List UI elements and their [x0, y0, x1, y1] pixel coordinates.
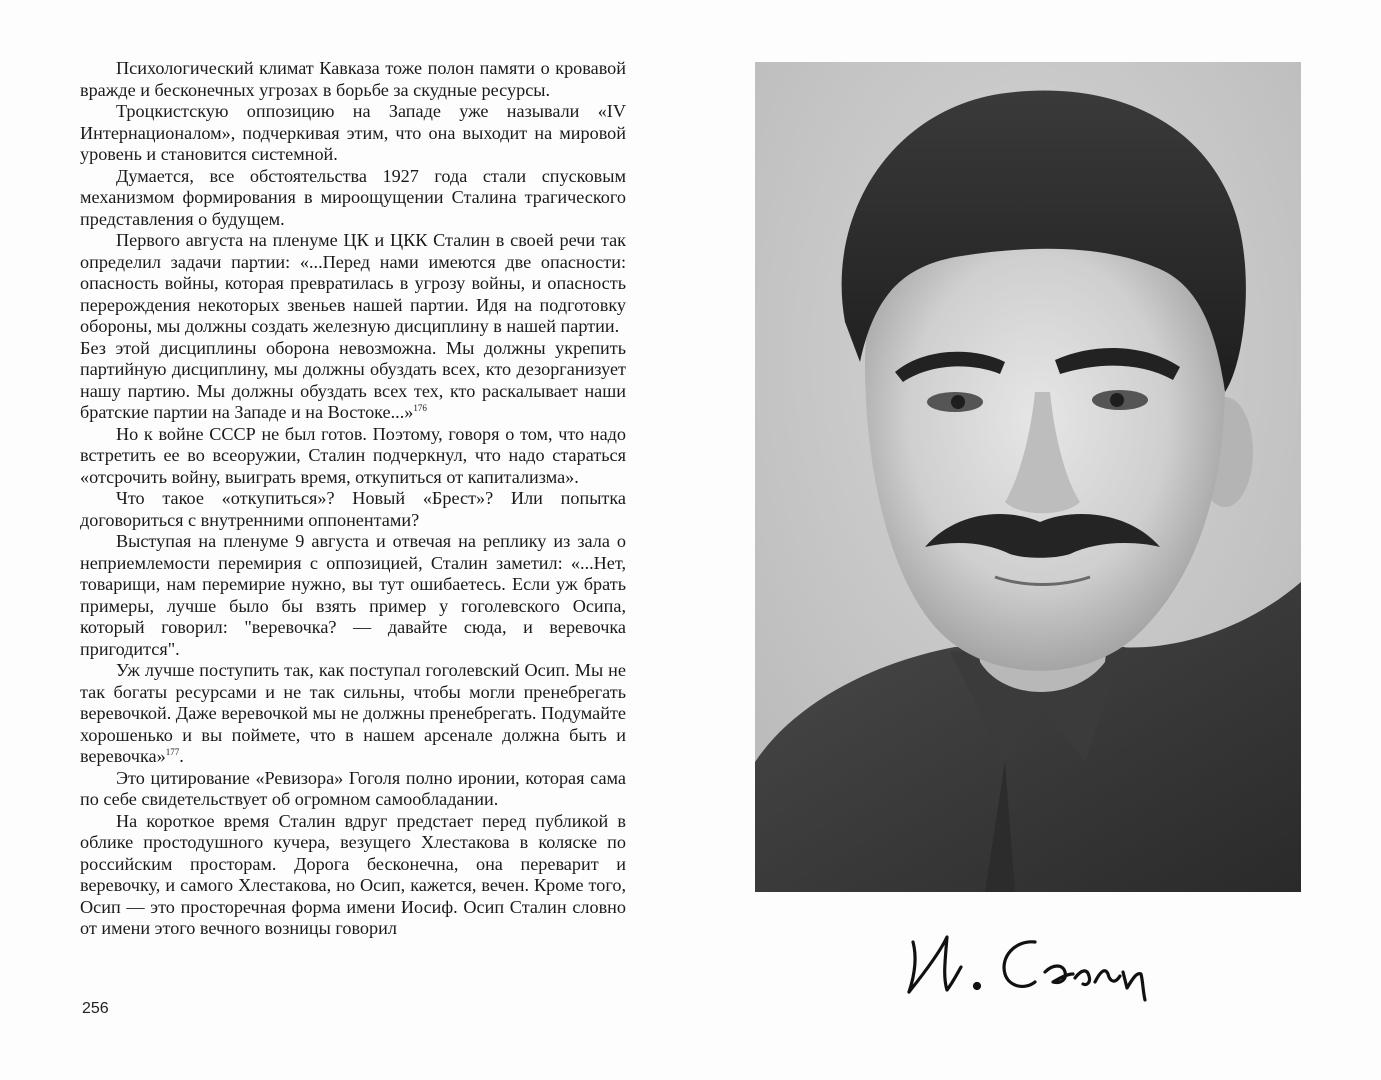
paragraph: Уж лучше поступить так, как поступал гоголевский Осип. Мы не так богаты ресурсами и не так сильны, чтобы могли пренебрегать веревочкой. Даже веревочкой мы не должны пренебрегать. Подумайте хорошенько и вы поймете, что в нашем арсенале должна быть и веревочка»$^{177}$. [80, 660, 626, 766]
paragraph: Но к войне СССР не был готов. Поэтому, говоря о том, что надо встретить ее во всеоружии, Сталин подчеркнул, что надо стараться «отсрочить войну, выиграть время, откупиться от капитализма». [80, 423, 626, 487]
paragraph: Выступая на пленуме 9 августа и отвечая на реплику из зала о неприемлемости перемирия с оппозицией, Сталин заметил: «...Нет, товарищи, нам перемирие нужно, вы тут ошибаетесь. Если уж брать примеры, лучше было бы взять пример у гоголевского Осипа, который говорил: "веревочка? — давайте сюда, и веревочка пригодится". [80, 531, 626, 659]
paragraph: Без этой дисциплины оборона невозможна. Мы должны укрепить партийную дисциплину, мы должны обуздать всех, кто дезорганизует нашу партию. Мы должны обуздать всех тех, кто раскалывает наши братские партии на Западе и на Востоке...»$^{176}$ [80, 337, 626, 422]
body-text [80, 58, 626, 940]
right-page [755, 62, 1301, 1062]
paragraph: Это цитирование «Ревизора» Гоголя полно иронии, которая сама по себе свидетельствует об огромном самообладании. [80, 767, 626, 809]
paragraph: Психологический климат Кавказа тоже полон памяти о кровавой вражде и бесконечных угрозах в борьбе за скудные ресурсы. [80, 58, 626, 100]
paragraph: Что такое «откупиться»? Новый «Брест»? Или попытка договориться с внутренними оппонентами? [80, 488, 626, 530]
paragraph: Думается, все обстоятельства 1927 года стали спусковым механизмом формирования в мироощущении Сталина трагического представления о будущем. [80, 165, 626, 229]
signature [895, 912, 1195, 1012]
left-page [80, 58, 626, 940]
paragraph: Троцкистскую оппозицию на Западе уже называли «IV Интернационалом», подчеркивая этим, что она выходит на мировой уровень и становится системной. [80, 101, 626, 164]
footnote-marker: 176 [413, 403, 427, 413]
paragraph: Первого августа на пленуме ЦК и ЦКК Сталин в своей речи так определил задачи партии: «...Перед нами имеются две опасности: опасность войны, которая превратилась в угрозу войны, и опасность перерождения некоторых звеньев нашей партии. Идя на подготовку обороны, мы должны создать железную дисциплину в нашей партии. [80, 230, 626, 336]
footnote-marker: 177 [165, 747, 180, 757]
paragraph: На короткое время Сталин вдруг предстает перед публикой в облике простодушного кучера, везущего Хлестакова в коляске по российским просторам. Дорога бесконечна, она переварит и веревочку, и самого Хлестакова, но Осип, кажется, вечен. Кроме того, Осип — это просторечная форма имени Иосиф. Осип Сталин словно от имени этого вечного возницы говорил [80, 810, 626, 938]
page-number: 256 [82, 1000, 109, 1017]
portrait-photo [755, 62, 1301, 892]
